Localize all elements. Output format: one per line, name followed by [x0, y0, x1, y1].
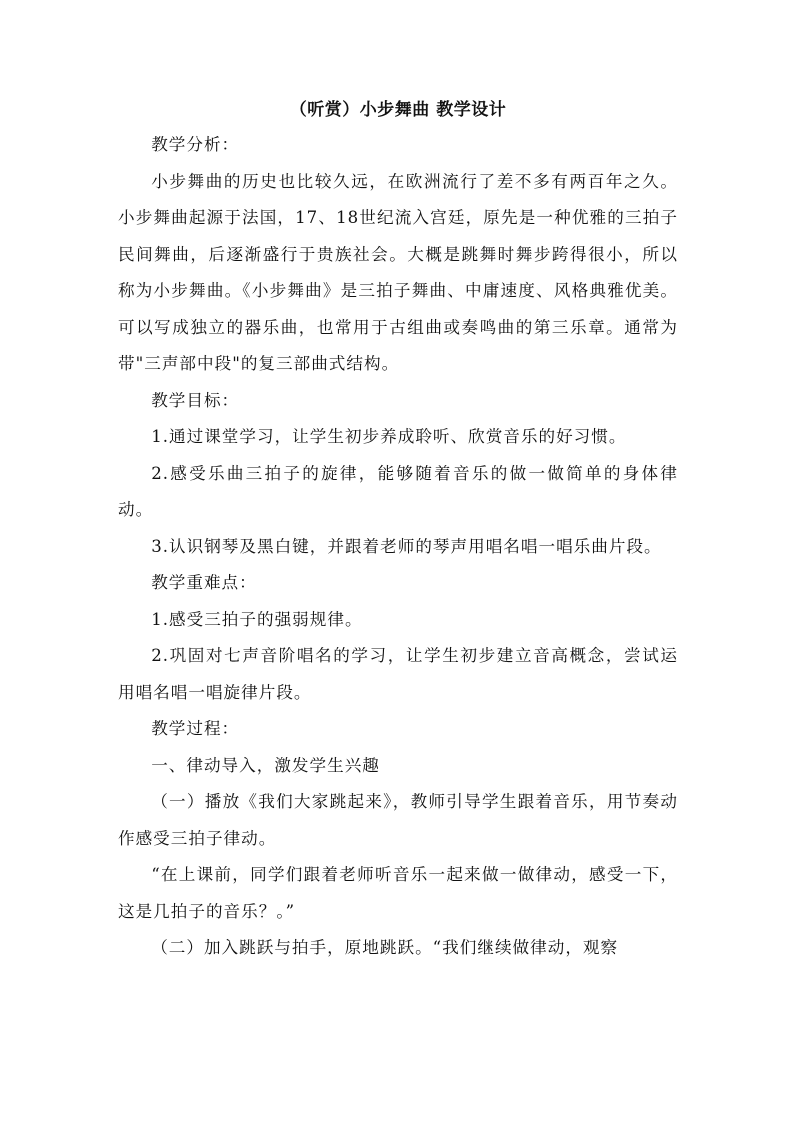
process-heading: 教学过程：	[151, 719, 240, 738]
analysis-paragraph: 小步舞曲的历史也比较久远，在欧洲流行了差不多有两百年之久。小步舞曲起源于法国，17、18世纪流入宫廷，原先是一种优雅的三拍子民间舞曲，后逐渐盛行于贵族社会。大概是跳舞时舞步跨得很小，所以称为小步舞曲。《小步舞曲》是三拍子舞曲、中庸速度、风格典雅优美。可以写成独立的器乐曲，也常用于古组曲或奏鸣曲的第三乐章。通常为带"三声部中段"的复三部曲式结构。	[118, 171, 678, 373]
document-title: （听赏）小步舞曲 教学设计	[289, 100, 507, 120]
key-point-item-2: 2.巩固对七声音阶唱名的学习，让学生初步建立音高概念，尝试运用唱名唱一唱旋律片段。	[118, 646, 678, 702]
document-body	[118, 93, 678, 967]
goal-item-2: 2.感受乐曲三拍子的旋律，能够随着音乐的做一做简单的身体律动。	[118, 463, 678, 519]
goal-item-1: 1.通过课堂学习，让学生初步养成聆听、欣赏音乐的好习惯。	[151, 427, 627, 446]
goal-item-3: 3.认识钢琴及黑白键，并跟着老师的琴声用唱名唱一唱乐曲片段。	[151, 536, 662, 556]
step-1-quote: “在上课前，同学们跟着老师听音乐一起来做一做律动，感受一下，这是几拍子的音乐？。”	[118, 865, 678, 921]
key-points-heading: 教学重难点：	[151, 573, 257, 592]
step-1-part-b: （二）加入跳跃与拍手，原地跳跃。“我们继续做律动，观察	[151, 938, 619, 957]
key-point-item-1: 1.感受三拍子的强弱规律。	[151, 609, 363, 629]
analysis-heading: 教学分析：	[151, 135, 240, 154]
goals-heading: 教学目标：	[151, 390, 240, 410]
step-1-heading: 一、律动导入，激发学生兴趣	[151, 755, 380, 775]
step-1-part-a: （一）播放《我们大家跳起来》，教师引导学生跟着音乐，用节奏动作感受三拍子律动。	[118, 792, 678, 848]
